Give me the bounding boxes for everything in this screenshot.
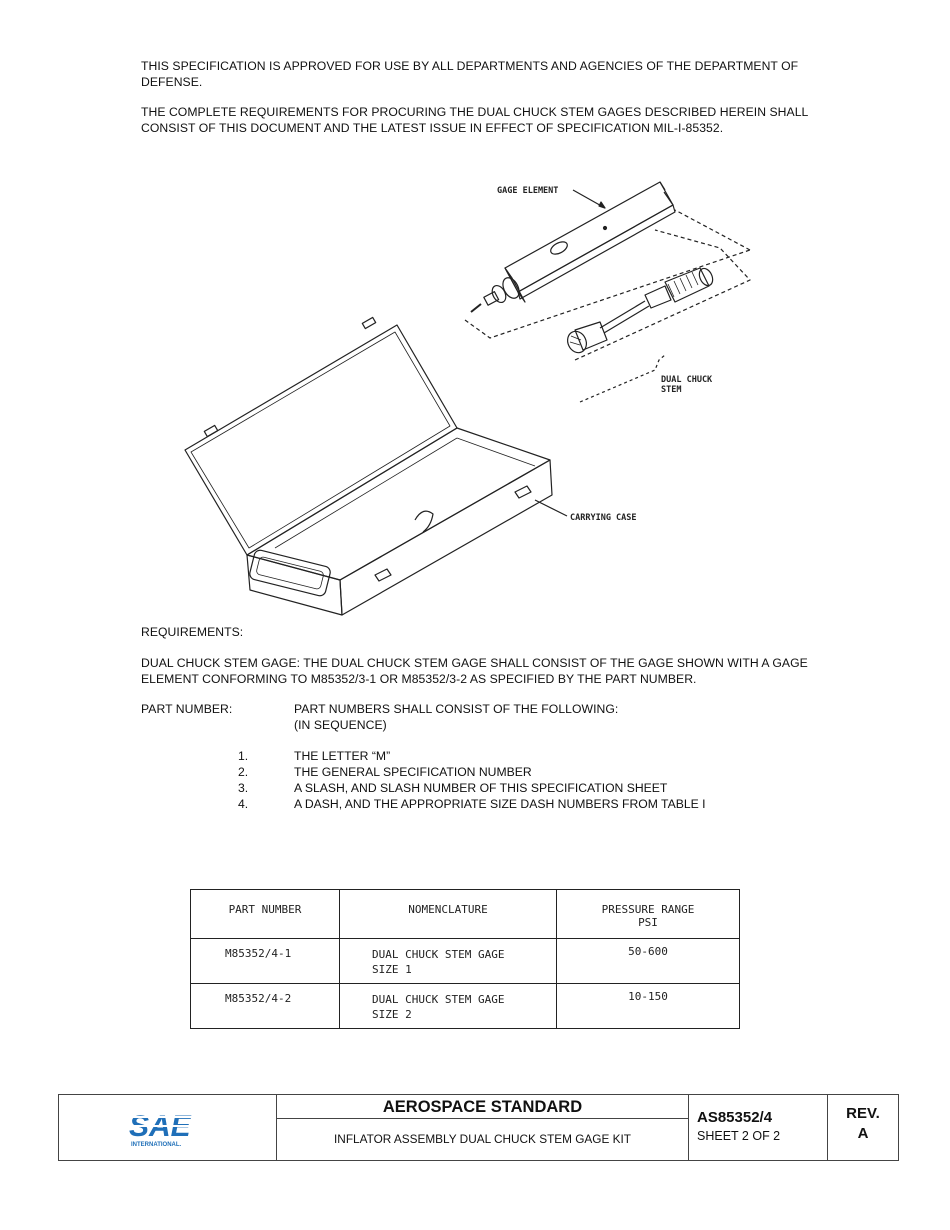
list-item: THE GENERAL SPECIFICATION NUMBER (294, 765, 532, 779)
table-header-row (191, 890, 740, 939)
part-number-line1: PART NUMBERS SHALL CONSIST OF THE FOLLOWING: (294, 702, 619, 716)
dual-chuck-label-line2: STEM (661, 385, 682, 395)
dual-chuck-requirement: DUAL CHUCK STEM GAGE: THE DUAL CHUCK STEM GAGE SHALL CONSIST OF THE GAGE SHOWN WITH A GAGE ELEMENT CONFORMING TO M85352/3-1 OR M85352/3-2 AS SPECIFIED BY THE PART NUMBER. (141, 656, 808, 686)
cell-nomenclature: DUAL CHUCK STEM GAGE SIZE 1 (340, 939, 557, 984)
header-part-number: PART NUMBER (191, 890, 340, 939)
svg-text:SAE: SAE (129, 1110, 191, 1143)
cell-part-number: M85352/4-2 (191, 984, 340, 1029)
dual-chuck-stem-drawing (564, 230, 750, 402)
document-title: INFLATOR ASSEMBLY DUAL CHUCK STEM GAGE KIT (334, 1132, 631, 1146)
cell-nomenclature: DUAL CHUCK STEM GAGE SIZE 2 (340, 984, 557, 1029)
list-item-number: 1. (238, 749, 249, 763)
dual-chuck-label-line1: DUAL CHUCK (661, 375, 713, 385)
cell-pressure-range: 10-150 (557, 984, 740, 1029)
list-item: THE LETTER “M” (294, 749, 391, 763)
part-number-label: PART NUMBER: (141, 702, 233, 716)
document-number: AS85352/4 (697, 1109, 773, 1126)
gage-element-drawing (465, 182, 750, 338)
list-item-number: 2. (238, 765, 249, 779)
table-row (191, 984, 740, 1029)
requirements-heading: REQUIREMENTS: (141, 625, 244, 639)
list-item-number: 4. (238, 797, 249, 811)
header-pressure-range: PRESSURE RANGE PSI (557, 890, 740, 939)
kit-illustration (175, 170, 765, 625)
part-number-line2: (IN SEQUENCE) (294, 718, 387, 732)
standard-type: AEROSPACE STANDARD (277, 1095, 688, 1119)
list-item: A DASH, AND THE APPROPRIATE SIZE DASH NUMBERS FROM TABLE I (294, 797, 706, 811)
carrying-case-drawing (185, 317, 567, 615)
part-number-text (294, 701, 814, 733)
sae-logo (59, 1095, 276, 1160)
table-row (191, 939, 740, 984)
cell-pressure-range: 50-600 (557, 939, 740, 984)
list-item-number: 3. (238, 781, 249, 795)
sheet-number: SHEET 2 OF 2 (697, 1129, 781, 1143)
revision-value: A (857, 1125, 869, 1142)
part-number-table (190, 889, 740, 1029)
revision-label: REV. (846, 1105, 880, 1122)
carrying-case-label: CARRYING CASE (570, 513, 637, 523)
title-block (58, 1094, 899, 1161)
gage-element-label: GAGE ELEMENT (497, 186, 559, 196)
header-psi: PSI (638, 916, 658, 929)
header-nomenclature: NOMENCLATURE (340, 890, 557, 939)
requirements-scope-paragraph: THE COMPLETE REQUIREMENTS FOR PROCURING THE DUAL CHUCK STEM GAGES DESCRIBED HEREIN SHALL CONSIST OF THIS DOCUMENT AND THE LATEST ISSUE IN EFFECT OF SPECIFICATION MIL-I-85352. (141, 105, 808, 135)
list-item: A SLASH, AND SLASH NUMBER OF THIS SPECIFICATION SHEET (294, 781, 668, 795)
svg-text:INTERNATIONAL.: INTERNATIONAL. (131, 1142, 182, 1148)
approval-paragraph: THIS SPECIFICATION IS APPROVED FOR USE BY ALL DEPARTMENTS AND AGENCIES OF THE DEPARTMENT OF DEFENSE. (141, 59, 799, 89)
cell-part-number: M85352/4-1 (191, 939, 340, 984)
